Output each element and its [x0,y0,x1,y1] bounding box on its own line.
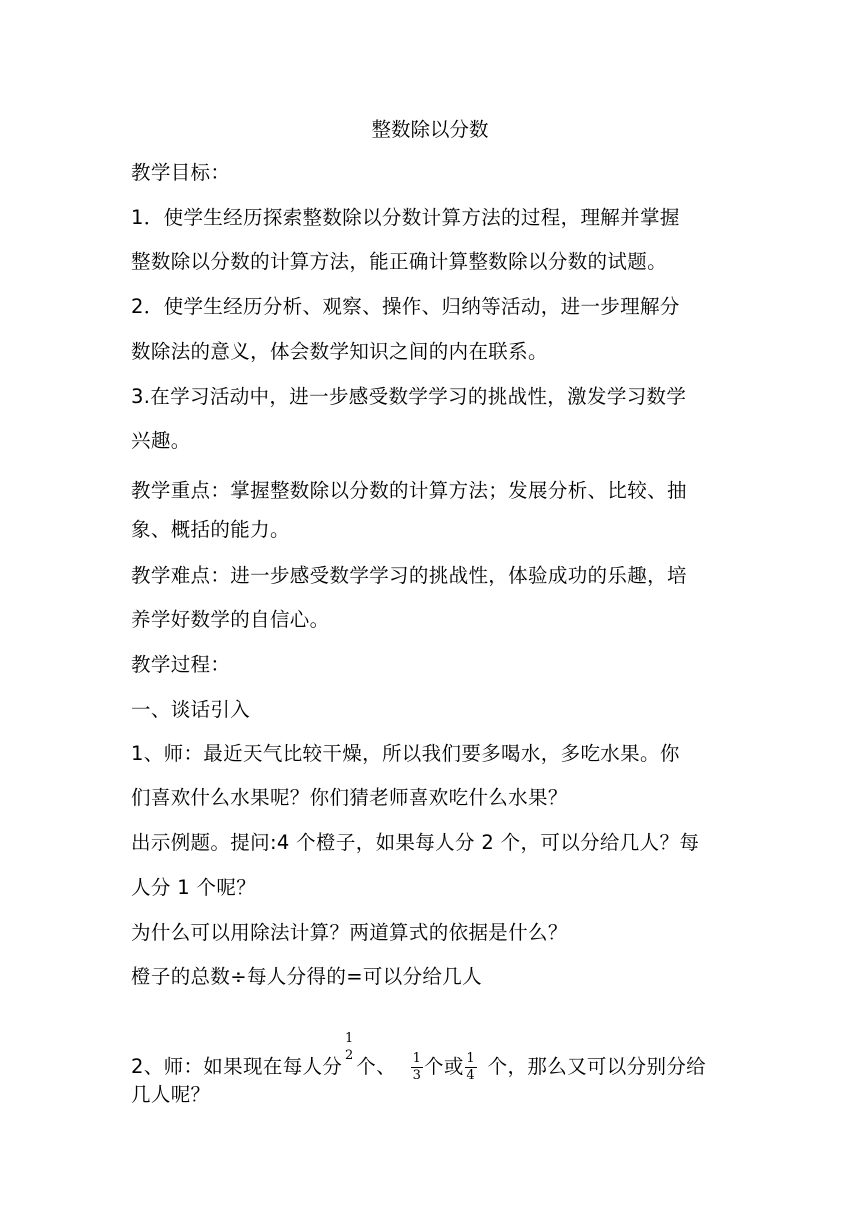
text-line: 教学过程： [131,653,231,676]
fraction-line-prefix: 2、师：如果现在每人分 [131,1055,343,1078]
text-line: 数除法的意义，体会数学知识之间的内在联系。 [131,340,548,363]
text-line: 兴趣。 [131,429,191,452]
fraction-numerator: 1 [466,1051,475,1066]
fraction-denominator: 3 [412,1068,422,1083]
text-line: 教学目标： [131,161,231,184]
text-line: 教学重点：掌握整数除以分数的计算方法；发展分析、比较、抽 [131,479,687,502]
text-line: 们喜欢什么水果呢？你们猜老师喜欢吃什么水果？ [131,786,568,809]
fraction-one-half [343,1032,355,1063]
text-line: 整数除以分数的计算方法，能正确计算整数除以分数的试题。 [131,250,667,273]
fraction-text-line [131,1032,731,1084]
text-line: 出示例题。提问:4 个橙子，如果每人分 2 个，可以分给几人？每 [131,831,700,854]
fraction-numerator: 1 [344,1031,354,1046]
fraction-one-quarter [465,1052,477,1083]
text-line: 为什么可以用除法计算？两道算式的依据是什么？ [131,921,568,944]
text-line: 2．使学生经历分析、观察、操作、归纳等活动，进一步理解分 [131,295,680,318]
text-line: 3.在学习活动中，进一步感受数学学习的挑战性，激发学习数学 [131,385,687,408]
text-line: 几人呢？ [131,1083,211,1106]
document-title: 整数除以分数 [371,118,489,141]
fraction-line-mid2: 个或 [423,1055,464,1078]
text-line: 象、概括的能力。 [131,518,290,541]
text-line: 人分 1 个呢？ [131,876,257,899]
text-line: 1、师：最近天气比较干燥，所以我们要多喝水，多吃水果。你 [131,742,680,765]
text-line: 养学好数学的自信心。 [131,608,330,631]
fraction-denominator: 2 [344,1048,354,1063]
fraction-line-suffix: 个，那么又可以分别分给 [487,1055,707,1078]
text-line: 橙子的总数÷每人分得的=可以分给几人 [131,965,482,988]
text-line: 教学难点：进一步感受数学学习的挑战性，体验成功的乐趣，培 [131,564,687,587]
fraction-denominator: 4 [466,1068,475,1083]
section-heading: 一、谈话引入 [131,698,251,721]
fraction-numerator: 1 [412,1051,422,1066]
fraction-one-third [411,1052,423,1083]
text-line: 1．使学生经历探索整数除以分数计算方法的过程，理解并掌握 [131,206,680,229]
fraction-line-mid1: 个、 [356,1055,396,1078]
